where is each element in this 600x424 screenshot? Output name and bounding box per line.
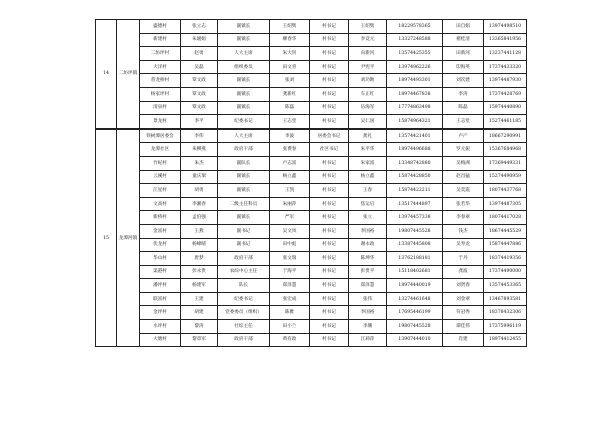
- village-name: 云溪村: [140, 170, 181, 184]
- secretary-title: 村书记: [310, 87, 349, 101]
- table-row: [96, 292, 527, 306]
- liaison-name: 朱杰: [181, 156, 218, 170]
- village-name: 竹屺村: [140, 156, 181, 170]
- secretary-name: 朱丽萍: [270, 197, 310, 211]
- contact-phone: 19807445528: [387, 320, 443, 334]
- table-row: [96, 74, 527, 88]
- contact-phone: 18974493301: [387, 74, 443, 88]
- table-row: [96, 306, 527, 320]
- secretary-name: 朱大钊: [270, 47, 310, 61]
- liaison-name: 胡勇: [181, 184, 218, 198]
- deputy-phone: 17375996119: [484, 320, 527, 334]
- liaison-title: 副队长: [218, 156, 270, 170]
- deputy-phone: 13365841956: [484, 33, 527, 47]
- deputy-name: 吴寿龙: [443, 238, 484, 252]
- table-row: [96, 252, 527, 266]
- village-name: 水坪村: [140, 320, 181, 334]
- contact-name: 陈坤华: [349, 252, 387, 266]
- liaison-name: 唐梦: [181, 252, 218, 266]
- table-row: [96, 320, 527, 334]
- secretary-title: 村书记: [310, 333, 349, 347]
- deputy-name: 肖建: [443, 333, 484, 347]
- liaison-title: 人大主席: [218, 129, 270, 143]
- secretary-name: 郑泽慧: [270, 279, 310, 293]
- liaison-title: 副书记: [218, 238, 270, 252]
- liaison-name: 胡建: [181, 306, 218, 320]
- village-name: 联富村: [140, 292, 181, 306]
- village-name: 清泉村: [140, 101, 181, 115]
- deputy-phone: 18667290991: [484, 129, 527, 143]
- liaison-name: 李伟: [181, 129, 218, 143]
- secretary-name: 陈磊: [270, 101, 310, 115]
- village-name: 杨家坪村: [140, 87, 181, 101]
- contact-name: 杨立鑫: [349, 170, 387, 184]
- deputy-phone: 18074437768: [484, 184, 527, 198]
- liaison-title: 纪委书记: [218, 115, 270, 129]
- contact-phone: 17774863498: [387, 101, 443, 115]
- secretary-title: 村书记: [310, 60, 349, 74]
- town-name: 二坊坪镇: [117, 20, 140, 129]
- deputy-phone: 17374490000: [484, 265, 527, 279]
- liaison-name: 孟伯强: [181, 211, 218, 225]
- secretary-name: 黄有政: [270, 333, 310, 347]
- secretary-name: 于海平: [270, 265, 310, 279]
- liaison-title: 副镇长: [218, 74, 270, 88]
- liaison-title: 队长: [218, 279, 270, 293]
- deputy-name: 吴奕霞: [443, 184, 484, 198]
- contact-phone: 15874964321: [387, 115, 443, 129]
- secretary-name: 王志堂: [270, 115, 310, 129]
- liaison-title: 农综中心主任: [218, 265, 270, 279]
- table-row: [96, 197, 527, 211]
- deputy-phone: 13974487305: [484, 197, 527, 211]
- group-number: 14: [96, 20, 117, 129]
- deputy-name: 褚桂清: [443, 33, 484, 47]
- liaison-name: 李平: [181, 115, 218, 129]
- secretary-name: 张文瑞: [270, 252, 310, 266]
- secretary-title: 村书记: [310, 20, 349, 34]
- deputy-phone: 15274461185: [484, 115, 527, 129]
- deputy-name: 赵昌猛: [443, 170, 484, 184]
- deputy-phone: 18374419356: [484, 252, 527, 266]
- contact-name: 王春: [349, 184, 387, 198]
- deputy-phone: 15274490959: [484, 170, 527, 184]
- liaison-name: 杨峰晴: [181, 238, 218, 252]
- secretary-title: 村书记: [310, 197, 349, 211]
- secretary-name: 吴文凤: [270, 224, 310, 238]
- liaison-title: 副镇长: [218, 184, 270, 198]
- liaison-name: 李湘春: [181, 197, 218, 211]
- liaison-name: 吴磊: [181, 60, 218, 74]
- deputy-name: 钱杰: [443, 224, 484, 238]
- contact-name: 伍海军: [349, 101, 387, 115]
- liaison-name: 赵勇: [181, 47, 218, 61]
- deputy-phone: 17374428769: [484, 87, 527, 101]
- liaison-name: 朱媛娟: [181, 33, 218, 47]
- table-row: [96, 87, 527, 101]
- contact-phone: 18974467838: [387, 87, 443, 101]
- deputy-phone: 18074417028: [484, 211, 527, 225]
- secretary-title: 社区书记: [310, 143, 349, 157]
- secretary-title: 村书记: [310, 292, 349, 306]
- table-row: [96, 33, 527, 47]
- table-row: [96, 101, 527, 115]
- table-row: [96, 115, 527, 129]
- liaison-title: 政府干部: [218, 252, 270, 266]
- deputy-name: 谭佳伟: [443, 320, 484, 334]
- table-row: [96, 224, 527, 238]
- secretary-title: 居委会书记: [310, 129, 349, 143]
- secretary-title: 村书记: [310, 320, 349, 334]
- deputy-name: 卢产: [443, 129, 484, 143]
- secretary-title: 村书记: [310, 170, 349, 184]
- liaison-title: 人大主席: [218, 47, 270, 61]
- liaison-title: 政府干部: [218, 333, 270, 347]
- liaison-name: 覃文政: [181, 87, 218, 101]
- secretary-name: 张刘: [270, 74, 310, 88]
- contact-phone: 15874428850: [387, 170, 443, 184]
- village-name: 江星村: [140, 184, 181, 198]
- contact-phone: 17695446199: [387, 306, 443, 320]
- secretary-title: 村书记: [310, 238, 349, 252]
- village-name: 华山村: [140, 252, 181, 266]
- deputy-name: 王志堂: [443, 115, 484, 129]
- deputy-name: 印海英: [443, 60, 484, 74]
- secretary-title: 村书记: [310, 33, 349, 47]
- deputy-phone: 13237441128: [484, 47, 527, 61]
- secretary-title: 村书记: [310, 279, 349, 293]
- village-name: 普龙桥村: [140, 74, 181, 88]
- table-row: [96, 20, 527, 34]
- liaison-title: 政府干部: [218, 143, 270, 157]
- village-name: 新建村: [140, 33, 181, 47]
- contact-name: 车正红: [349, 87, 387, 101]
- contact-name: 吴仁国: [349, 115, 387, 129]
- secretary-name: 张宏成: [270, 292, 310, 306]
- table-row: [96, 47, 527, 61]
- table-row: [96, 211, 527, 225]
- table-row: [96, 333, 527, 347]
- village-name: 新桥村: [140, 211, 181, 225]
- deputy-phone: 18378432306: [484, 306, 527, 320]
- deputy-phone: 13574453365: [484, 279, 527, 293]
- village-name: 伏龙村: [140, 238, 181, 252]
- contact-name: 谢永政: [349, 238, 387, 252]
- secretary-title: 村书记: [310, 252, 349, 266]
- contact-name: 李珊: [349, 320, 387, 334]
- liaison-name: 王燕: [181, 224, 218, 238]
- village-name: 龙潭社区: [140, 143, 181, 157]
- liaison-name: 朱柳燕: [181, 143, 218, 157]
- deputy-name: 田新河: [443, 47, 484, 61]
- table-row: [96, 184, 527, 198]
- liaison-title: 二级主任科员: [218, 197, 270, 211]
- contact-phone: 13574421401: [387, 129, 443, 143]
- liaison-name: 张立志: [181, 20, 218, 34]
- deputy-name: 李涛: [443, 87, 484, 101]
- secretary-title: 村书记: [310, 265, 349, 279]
- secretary-name: 李波: [270, 129, 310, 143]
- group-number: 15: [96, 129, 117, 347]
- secretary-name: 王绍隽: [270, 20, 310, 34]
- table-row: [96, 265, 527, 279]
- contact-name: 朱家富: [349, 156, 387, 170]
- liaison-title: 副镇长: [218, 211, 270, 225]
- deputy-name: 李春翠: [443, 211, 484, 225]
- contact-name: 刘功勋: [349, 74, 387, 88]
- deputy-phone: 15974440890: [484, 101, 527, 115]
- secretary-name: 田文青: [270, 60, 310, 74]
- liaison-name: 覃文政: [181, 101, 218, 115]
- deputy-phone: 13467893581: [484, 292, 527, 306]
- secretary-name: 田小兰: [270, 320, 310, 334]
- village-name: 景龙村: [140, 115, 181, 129]
- secretary-name: 柳春华: [270, 33, 310, 47]
- contact-phone: 13348742880: [387, 156, 443, 170]
- contact-phone: 18974496688: [387, 143, 443, 157]
- deputy-phone: 18974412455: [484, 333, 527, 347]
- secretary-title: 村书记: [310, 224, 349, 238]
- table-row: [96, 238, 527, 252]
- secretary-name: 王凯: [270, 184, 310, 198]
- secretary-name: 卢志富: [270, 156, 310, 170]
- secretary-title: 村书记: [310, 306, 349, 320]
- contact-name: 尹宪平: [349, 60, 387, 74]
- village-name: 铁树潭居委会: [140, 129, 181, 143]
- liaison-name: 黎章军: [181, 333, 218, 347]
- secretary-title: 村书记: [310, 184, 349, 198]
- deputy-name: 张若华: [443, 197, 484, 211]
- contact-phone: 13907444010: [387, 333, 443, 347]
- liaison-name: 黎涛: [181, 320, 218, 334]
- liaison-name: 童庆瑞: [181, 170, 218, 184]
- contact-phone: 15874422211: [387, 184, 443, 198]
- deputy-name: 刘次建: [443, 74, 484, 88]
- village-name: 盛德村: [140, 20, 181, 34]
- contact-name: 朱平华: [349, 143, 387, 157]
- liaison-name: 王建: [181, 292, 218, 306]
- secretary-name: 田中彪: [270, 238, 310, 252]
- contact-name: 李国裕: [349, 306, 387, 320]
- liaison-title: 党委委员（组织）: [218, 306, 270, 320]
- contact-phone: 13762188181: [387, 252, 443, 266]
- liaison-title: 副书记: [218, 224, 270, 238]
- table-row: [96, 129, 527, 143]
- contact-phone: 13974457338: [387, 211, 443, 225]
- contact-name: 焦运启: [349, 197, 387, 211]
- liaison-name: 覃文政: [181, 74, 218, 88]
- liaison-title: 副镇长: [218, 20, 270, 34]
- contact-name: 李国裕: [349, 224, 387, 238]
- village-name: 金坪村: [140, 306, 181, 320]
- contact-phone: 18229578365: [387, 20, 443, 34]
- liaison-title: 组织委员: [218, 60, 270, 74]
- secretary-title: 村书记: [310, 211, 349, 225]
- secretary-title: 村书记: [310, 156, 349, 170]
- secretary-title: 村书记: [310, 101, 349, 115]
- table-row: [96, 170, 527, 184]
- secretary-title: 村书记: [310, 115, 349, 129]
- deputy-name: 龚波: [443, 265, 484, 279]
- secretary-name: 杨立鑫: [270, 170, 310, 184]
- liaison-title: 副镇长: [218, 170, 270, 184]
- roster-body: [96, 20, 527, 347]
- village-name: 潘坪村: [140, 279, 181, 293]
- liaison-title: 副镇长: [218, 33, 270, 47]
- secretary-title: 村书记: [310, 74, 349, 88]
- contact-name: 江莉萍: [349, 333, 387, 347]
- liaison-title: 副镇长: [218, 87, 270, 101]
- contact-phone: 18974440019: [387, 279, 443, 293]
- secretary-name: 陈雅: [270, 306, 310, 320]
- table-row: [96, 279, 527, 293]
- deputy-name: 田自娟: [443, 20, 484, 34]
- village-name: 大塘村: [140, 333, 181, 347]
- deputy-phone: 17369449331: [484, 156, 527, 170]
- town-name: 龙潭河镇: [117, 129, 140, 347]
- deputy-name: 于丹: [443, 252, 484, 266]
- liaison-title: 副镇长: [218, 101, 270, 115]
- secretary-name: 严军: [270, 211, 310, 225]
- liaison-name: 杨建军: [181, 279, 218, 293]
- deputy-name: 吴梅洲: [443, 156, 484, 170]
- contact-phone: 13517444897: [387, 197, 443, 211]
- contact-phone: 13327248588: [387, 33, 443, 47]
- contact-name: 郑泽慧: [349, 279, 387, 293]
- contact-phone: 15118402681: [387, 265, 443, 279]
- contact-name: 李竞元: [349, 33, 387, 47]
- roster-table: [95, 19, 527, 347]
- village-name: 大洋村: [140, 60, 181, 74]
- contact-name: 张立: [349, 211, 387, 225]
- deputy-name: 符冠秀: [443, 306, 484, 320]
- village-name: 渠港村: [140, 265, 181, 279]
- deputy-name: 罗元振: [443, 143, 484, 157]
- deputy-phone: 15367684968: [484, 143, 527, 157]
- contact-name: 张伟: [349, 292, 387, 306]
- deputy-phone: 13974498510: [484, 20, 527, 34]
- contact-name: 王绍隽: [349, 20, 387, 34]
- contact-name: 彭贵平: [349, 265, 387, 279]
- deputy-phone: 17374433320: [484, 60, 527, 74]
- deputy-name: 刘金翠: [443, 292, 484, 306]
- liaison-title: 社综主任: [218, 320, 270, 334]
- table-row: [96, 143, 527, 157]
- contact-phone: 13974962226: [387, 60, 443, 74]
- table-row: [96, 156, 527, 170]
- village-name: 金富村: [140, 224, 181, 238]
- deputy-name: 陈磊: [443, 101, 484, 115]
- contact-phone: 13274461648: [387, 292, 443, 306]
- secretary-title: 村书记: [310, 47, 349, 61]
- contact-phone: 13574425355: [387, 47, 443, 61]
- deputy-phone: 18674445529: [484, 224, 527, 238]
- deputy-name: 刘贤春: [443, 279, 484, 293]
- liaison-title: 纪委书记: [218, 292, 270, 306]
- secretary-name: 龚新红: [270, 87, 310, 101]
- contact-name: 龚礼: [349, 129, 387, 143]
- deputy-phone: 13974487930: [484, 74, 527, 88]
- contact-phone: 13387445808: [387, 238, 443, 252]
- liaison-name: 彭永贵: [181, 265, 218, 279]
- contact-phone: 19807445528: [387, 224, 443, 238]
- secretary-name: 张费春: [270, 143, 310, 157]
- table-row: [96, 60, 527, 74]
- contact-name: 向新河: [349, 47, 387, 61]
- deputy-phone: 15874447886: [484, 238, 527, 252]
- village-name: 二坊坪村: [140, 47, 181, 61]
- village-name: 文高村: [140, 197, 181, 211]
